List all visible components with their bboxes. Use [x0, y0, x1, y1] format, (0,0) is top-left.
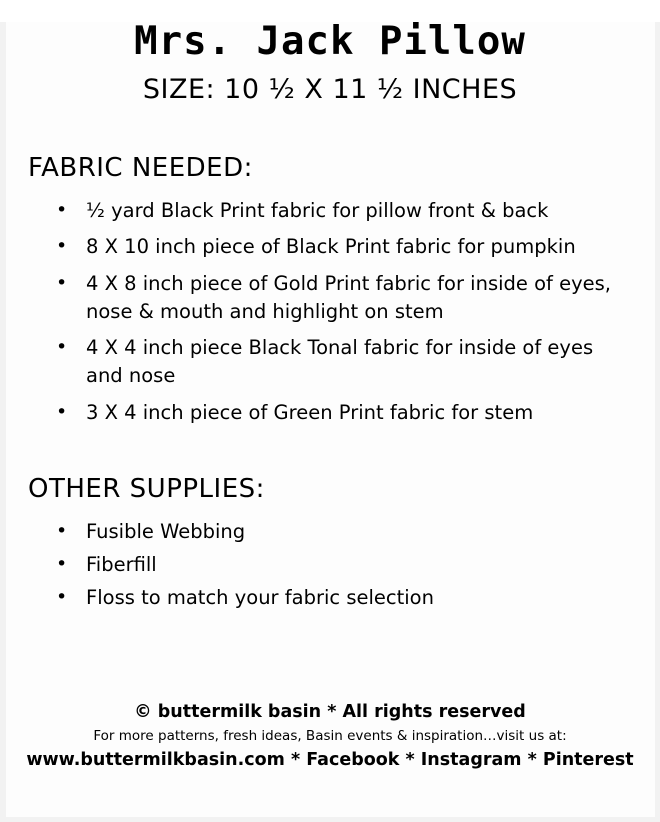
list-item [48, 518, 620, 546]
footer-tagline: For more patterns, fresh ideas, Basin events & inspiration…visit us at: [93, 728, 567, 744]
section-fabric-needed [0, 153, 660, 183]
pattern-instruction-page [0, 19, 660, 822]
bullet-icon: • [56, 272, 68, 294]
list-item [48, 197, 620, 225]
bullet-icon: • [56, 400, 68, 423]
list-item [48, 551, 620, 579]
scan-edge-bottom [0, 817, 660, 822]
bullet-icon: • [56, 235, 68, 258]
section-heading-other-supplies: OTHER SUPPLIES: [28, 474, 265, 505]
list-item-text: Fiberfill [86, 553, 157, 577]
fabric-needed-list [0, 197, 660, 427]
list-item-text: ½ yard Black Print fabric for pillow front & back [86, 198, 549, 222]
list-item-text: 4 X 8 inch piece of Gold Print fabric for inside of eyes, nose & mouth and highlight on stem [86, 272, 611, 323]
list-item-text: Floss to match your fabric selection [86, 585, 434, 609]
bullet-icon: • [56, 198, 68, 221]
list-item [48, 584, 620, 612]
bullet-icon: • [56, 553, 68, 576]
page-subtitle: SIZE: 10 ½ X 11 ½ INCHES [142, 73, 518, 105]
section-heading-fabric: FABRIC NEEDED: [28, 152, 253, 183]
list-item [48, 334, 620, 389]
page-title: Mrs. Jack Pillow [134, 19, 526, 64]
page-footer [0, 702, 660, 770]
bullet-icon: • [56, 585, 68, 608]
bullet-icon: • [56, 336, 68, 359]
bullet-icon: • [56, 520, 68, 543]
list-item [48, 233, 620, 261]
footer-links: www.buttermilkbasin.com * Facebook * Instagram * Pinterest [26, 750, 634, 770]
list-item-text: Fusible Webbing [86, 520, 246, 544]
list-item-text: 3 X 4 inch piece of Green Print fabric for stem [86, 400, 534, 424]
list-item [48, 270, 620, 325]
copyright-text: © buttermilk basin * All rights reserved [134, 702, 526, 722]
list-item-text: 4 X 4 inch piece Black Tonal fabric for inside of eyes and nose [86, 336, 594, 388]
list-item-text: 8 X 10 inch piece of Black Print fabric for pumpkin [86, 235, 576, 259]
other-supplies-list [0, 518, 660, 611]
section-other-supplies [0, 474, 660, 504]
list-item [48, 399, 620, 427]
